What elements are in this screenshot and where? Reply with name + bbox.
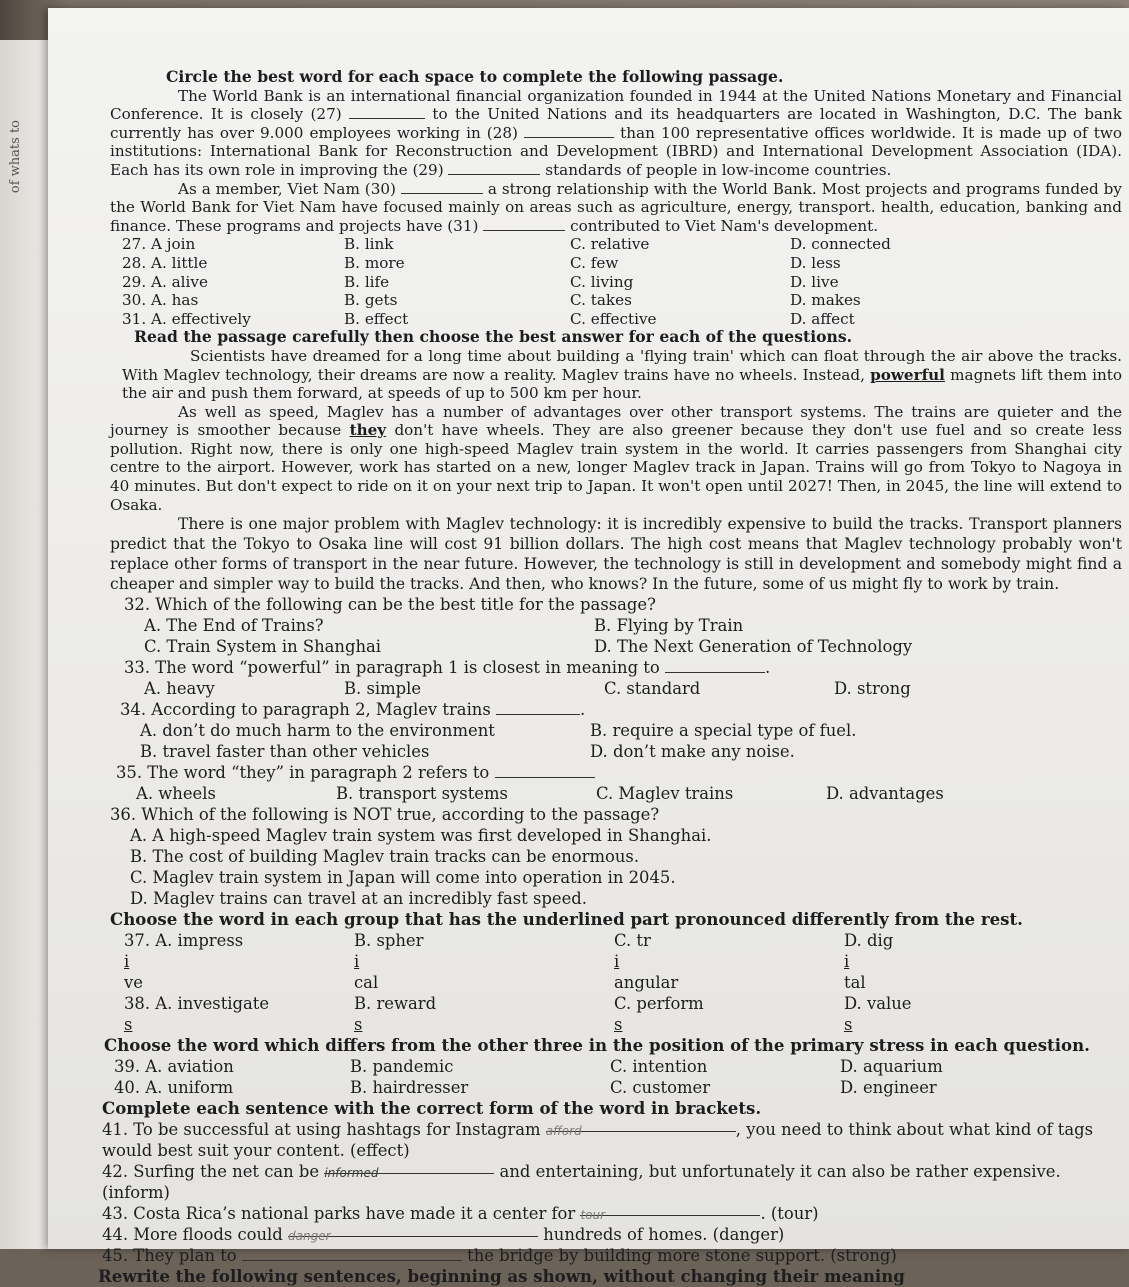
question-33: 33. The word “powerful” in paragraph 1 is closest in meaning to . [124, 658, 771, 678]
option-row-28 [122, 254, 1122, 273]
option-row-27 [122, 235, 1122, 254]
option-38-d[interactable]: D. value s [844, 994, 912, 1035]
option-36-c[interactable]: C. Maglev train system in Japan will come into operation in 2045. [130, 868, 676, 888]
option-37-a[interactable]: 37. A. impress i ve [124, 931, 244, 993]
section-heading-reading: Read the passage carefully then choose the best answer for each of the questions. [134, 327, 853, 347]
option-37-c[interactable]: C. tr i angular [614, 931, 679, 993]
option-39-a[interactable]: 39. A. aviation [114, 1057, 234, 1077]
question-34: 34. According to paragraph 2, Maglev trains . [120, 700, 586, 720]
option-33-d[interactable]: D. strong [834, 679, 911, 699]
option-27-c[interactable]: C. relative [570, 235, 650, 254]
worksheet [48, 8, 1129, 1287]
option-28-c[interactable]: C. few [570, 253, 619, 272]
question-36: 36. Which of the following is NOT true, according to the passage? [110, 805, 660, 825]
option-38-a[interactable]: 38. A. investigate s [124, 994, 270, 1035]
question-32-options-row-2 [144, 636, 1122, 657]
option-31-d[interactable]: D. affect [790, 309, 855, 328]
option-32-a[interactable]: A. The End of Trains? [144, 616, 324, 636]
option-35-d[interactable]: D. advantages [826, 784, 944, 804]
handwritten-answer-44: danger [288, 1229, 331, 1244]
question-45: 45. They plan to the bridge by building more stone support. (strong) [102, 1246, 897, 1266]
option-29-c[interactable]: C. living [570, 272, 634, 291]
option-37-b[interactable]: B. spher i cal [354, 931, 424, 993]
option-29-b[interactable]: B. life [344, 272, 390, 291]
reading-paragraph-3: There is one major problem with Maglev technology: it is incredibly expensive to build the tracks. Transport planners predict that the Tokyo to Osaka line will cost 91 billion dollars. The high cost means that Maglev technology probably won't replace other forms of transport in the near future. However, the technology is still in development and somebody might find a cheaper and simpler way to build the tracks. And then, who knows? In the future, some of us might fly to work by train. [110, 515, 1122, 594]
option-38-c[interactable]: C. perform s [614, 994, 704, 1035]
reading-paragraph-1: Scientists have dreamed for a long time about building a 'flying train' which can float through the air above the tracks. With Maglev technology, their dreams are now a reality. Maglev trains have no wheels. Instead, powerful magnets lift them into the air and push them forward, at speeds of up to 500 km per hour. [122, 346, 1123, 403]
cloze-paragraph-1: The World Bank is an international financial organization founded in 1944 at the United Nations Monetary and Financial Conference. It is closely (27) to the United Nations and its headquarters are located in Washington, D.C. The bank currently has over 9.000 employees working in (28) than 100 representative offices worldwide. It is made up of two institutions: International Bank for Reconstruction and Development (IBRD) and International Development Association (IDA). Each has its own role in improving the (29) standards of people in low-income countries. [110, 86, 1122, 179]
handwritten-answer-41: afford [545, 1124, 582, 1139]
option-32-c[interactable]: C. Train System in Shanghai [144, 637, 382, 657]
question-38-options [124, 993, 1122, 1035]
option-39-d[interactable]: D. aquarium [840, 1057, 943, 1077]
underlined-word-powerful: powerful [870, 365, 945, 384]
option-28-a[interactable]: 28. A. little [122, 253, 208, 272]
pronunciation-section [98, 909, 1122, 1287]
option-40-a[interactable]: 40. A. uniform [114, 1078, 234, 1098]
question-34-options-row-2 [140, 741, 1122, 762]
section-heading-cloze: Circle the best word for each space to complete the following passage. [166, 67, 784, 86]
option-33-c[interactable]: C. standard [604, 679, 701, 699]
option-30-a[interactable]: 30. A. has [122, 291, 199, 310]
option-27-a[interactable]: 27. A join [122, 235, 196, 254]
cloze-paragraph-2: As a member, Viet Nam (30) a strong relationship with the World Bank. Most projects and programs funded by the World Bank for Viet Nam have focused mainly on areas such as agriculture, energy, transport. health, education, banking and finance. These programs and projects have (31) contributed to Viet Nam's development. [110, 179, 1122, 235]
option-27-d[interactable]: D. connected [790, 235, 891, 254]
option-34-c[interactable]: B. travel faster than other vehicles [140, 742, 430, 762]
question-43: 43. Costa Rica’s national parks have made it a center for tour . (tour) [102, 1204, 819, 1224]
option-30-c[interactable]: C. takes [570, 291, 632, 310]
option-36-b[interactable]: B. The cost of building Maglev train tracks can be enormous. [130, 847, 640, 867]
cloze-options [122, 235, 1122, 328]
reading-paragraph-2: As well as speed, Maglev has a number of advantages over other transport systems. The trains are quieter and the journey is smoother because they don't have wheels. They are also greener because they don't use fuel and so create less pollution. Right now, there is only one high-speed Maglev train system in the world. It carries passengers from Shanghai city centre to the airport. However, work has started on a new, longer Maglev track in Japan. Trains will go from Tokyo to Nagoya in 40 minutes. But don't expect to ride on it on your next trip to Japan. It won't open until 2027! Then, in 2045, the line will extend to Osaka. [110, 402, 1123, 514]
option-35-c[interactable]: C. Maglev trains [596, 784, 734, 804]
question-37-options [124, 930, 1122, 993]
question-39-options [114, 1056, 1122, 1077]
option-29-a[interactable]: 29. A. alive [122, 272, 208, 291]
question-32: 32. Which of the following can be the best title for the passage? [124, 595, 656, 615]
option-33-b[interactable]: B. simple [344, 679, 422, 699]
option-39-b[interactable]: B. pandemic [350, 1057, 454, 1077]
option-row-30 [122, 291, 1122, 310]
option-34-d[interactable]: D. don’t make any noise. [590, 742, 795, 762]
question-32-options-row-1 [144, 615, 1122, 636]
question-34-options-row-1 [140, 720, 1122, 741]
option-35-a[interactable]: A. wheels [136, 784, 216, 804]
option-33-a[interactable]: A. heavy [144, 679, 215, 699]
section-heading-pronunciation: Choose the word in each group that has the underlined part pronounced differently from the rest. [110, 909, 1023, 930]
question-40-options [114, 1077, 1122, 1098]
section-heading-stress: Choose the word which differs from the other three in the position of the primary stress in each question. [104, 1035, 1090, 1056]
question-44: 44. More floods could danger hundreds of homes. (danger) [102, 1225, 785, 1245]
option-28-d[interactable]: D. less [790, 253, 841, 272]
option-40-b[interactable]: B. hairdresser [350, 1078, 469, 1098]
option-36-d[interactable]: D. Maglev trains can travel at an incredibly fast speed. [130, 889, 587, 909]
option-row-31 [122, 310, 1122, 329]
option-40-c[interactable]: C. customer [610, 1078, 711, 1098]
underlying-page-text: of whats to [8, 120, 23, 194]
question-35: 35. The word “they” in paragraph 2 refers to [116, 762, 1122, 783]
option-31-a[interactable]: 31. A. effectively [122, 309, 251, 328]
option-39-c[interactable]: C. intention [610, 1057, 708, 1077]
option-29-d[interactable]: D. live [790, 272, 839, 291]
option-27-b[interactable]: B. link [344, 235, 394, 254]
option-32-b[interactable]: B. Flying by Train [594, 616, 744, 636]
question-42: 42. Surfing the net can be informed and entertaining, but unfortunately it can also be rather expensive. (inform) [102, 1162, 1061, 1203]
option-38-b[interactable]: B. reward s [354, 994, 437, 1035]
option-31-c[interactable]: C. effective [570, 309, 657, 328]
underlined-word-they: they [349, 421, 387, 440]
option-row-29 [122, 273, 1122, 292]
option-34-b[interactable]: B. require a special type of fuel. [590, 721, 857, 741]
option-35-b[interactable]: B. transport systems [336, 784, 508, 804]
question-35-options [136, 783, 1122, 804]
section-heading-rewrite: Rewrite the following sentences, beginning as shown, without changing their meaning [98, 1266, 905, 1287]
handwritten-answer-43: tour [580, 1208, 606, 1223]
option-34-a[interactable]: A. don’t do much harm to the environment [140, 721, 495, 741]
question-33-options [144, 678, 1122, 699]
option-32-d[interactable]: D. The Next Generation of Technology [594, 637, 913, 657]
option-40-d[interactable]: D. engineer [840, 1078, 937, 1098]
worksheet-content [98, 67, 1123, 1287]
section-heading-word-form: Complete each sentence with the correct form of the word in brackets. [102, 1098, 762, 1119]
option-31-b[interactable]: B. effect [344, 309, 409, 328]
question-41: 41. To be successful at using hashtags for Instagram afford , you need to think about what kind of tags would best suit your content. (effect) [102, 1120, 1093, 1161]
question-36-options [130, 825, 1122, 909]
option-30-d[interactable]: D. makes [790, 291, 861, 310]
reading-questions [110, 594, 1122, 909]
handwritten-answer-42: informed [324, 1166, 379, 1181]
option-36-a[interactable]: A. A high-speed Maglev train system was first developed in Shanghai. [130, 826, 712, 846]
option-37-d[interactable]: D. dig i tal [844, 931, 894, 993]
option-28-b[interactable]: B. more [344, 253, 405, 272]
option-30-b[interactable]: B. gets [344, 291, 398, 310]
